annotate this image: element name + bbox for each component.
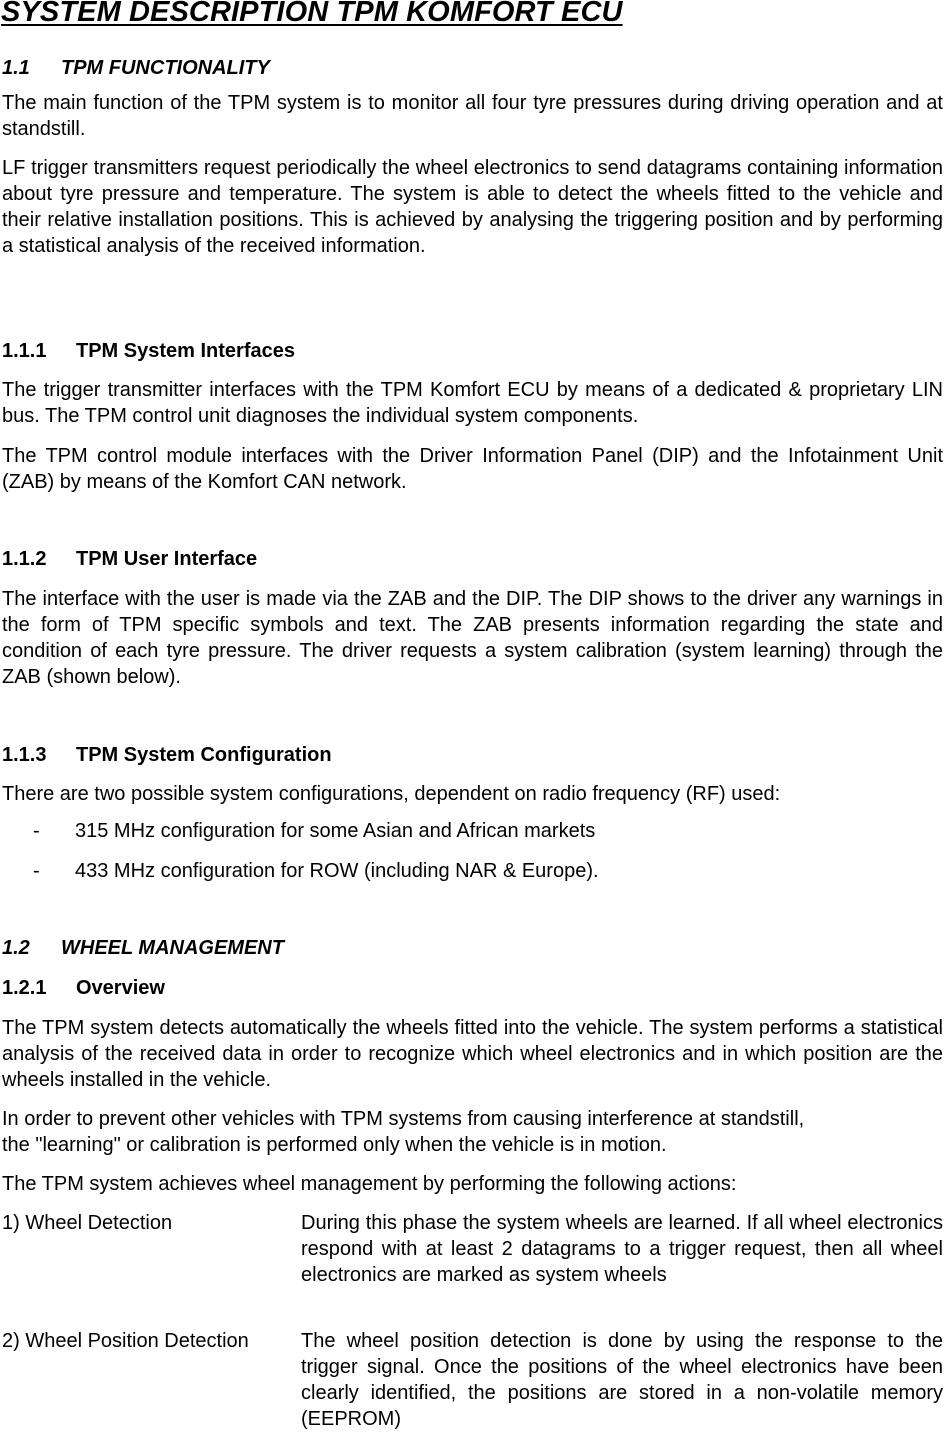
section-heading-1-1-2 <box>2 548 602 574</box>
section-title: TPM FUNCTIONALITY <box>61 57 270 79</box>
section-heading-1-1-1 <box>2 340 602 366</box>
paragraph-lf-trigger: LF trigger transmitters request periodically the wheel electronics to send datagrams containing information about tyre pressure and temperature. The system is able to detect the wheels fitted to the vehicle and their relative installation positions. This is achieved by analysing the triggering position and by performing a statistical analysis of the received information. <box>2 157 943 257</box>
paragraph-overview: The TPM system detects automatically the wheels fitted into the vehicle. The system performs a statistical analysis of the received data in order to recognize which wheel electronics and in which position are the wheels installed in the vehicle. <box>2 1017 943 1091</box>
section-heading-1-1 <box>2 57 602 83</box>
paragraph-interference <box>2 1106 943 1158</box>
paragraph-configurations-intro: There are two possible system configurations, dependent on radio frequency (RF) used: <box>2 783 781 805</box>
section-heading-1-1-3 <box>2 744 602 770</box>
section-heading-1-2-1 <box>2 977 602 1003</box>
section-title: TPM User Interface <box>76 548 258 570</box>
paragraph-actions-intro: The TPM system achieves wheel management by performing the following actions: <box>2 1173 737 1195</box>
paragraph-trigger-interface: The trigger transmitter interfaces with the TPM Komfort ECU by means of a dedicated & proprietary LIN bus. The TPM control unit diagnoses the individual system components. <box>2 379 943 427</box>
section-number: 1.1.2 <box>2 548 47 570</box>
section-number: 1.2 <box>2 937 30 959</box>
paragraph-main-function: The main function of the TPM system is to monitor all four tyre pressures during driving operation and at standstill. <box>2 92 943 140</box>
paragraph-line: In order to prevent other vehicles with TPM systems from causing interference at standstill, <box>2 1108 805 1130</box>
section-number: 1.2.1 <box>2 977 47 999</box>
section-title: TPM System Interfaces <box>76 340 295 362</box>
paragraph-control-module-interface: The TPM control module interfaces with the Driver Information Panel (DIP) and the Infotainment Unit (ZAB) by means of the Komfort CAN network. <box>2 445 943 493</box>
paragraph-line: the "learning" or calibration is performed only when the vehicle is in motion. <box>2 1134 667 1156</box>
bullet-dash: - <box>33 820 40 842</box>
action-description: During this phase the system wheels are learned. If all wheel electronics respond with at least 2 datagrams to a trigger request, then all wheel electronics are marked as system wheels <box>301 1212 943 1286</box>
bullet-text: 433 MHz configuration for ROW (including NAR & Europe). <box>75 860 599 882</box>
list-item <box>0 860 945 886</box>
list-item <box>0 820 945 846</box>
section-title: WHEEL MANAGEMENT <box>61 937 284 959</box>
action-label: 2) Wheel Position Detection <box>2 1330 249 1352</box>
section-heading-1-2 <box>2 937 602 963</box>
action-description: The wheel position detection is done by using the response to the trigger signal. Once the positions of the wheel electronics have been clearly identified, the positions are stored in a non-volatile memory (EEPROM) <box>301 1330 943 1430</box>
section-title: TPM System Configuration <box>76 744 332 766</box>
bullet-text: 315 MHz configuration for some Asian and African markets <box>75 820 596 842</box>
action-label: 1) Wheel Detection <box>2 1212 173 1234</box>
bullet-dash: - <box>33 860 40 882</box>
paragraph-user-interface: The interface with the user is made via the ZAB and the DIP. The DIP shows to the driver any warnings in the form of TPM specific symbols and text. The ZAB presents information regarding the state and condition of each tyre pressure. The driver requests a system calibration (system learning) through the ZAB (shown below). <box>2 588 943 688</box>
section-number: 1.1.3 <box>2 744 47 766</box>
section-number: 1.1.1 <box>2 340 47 362</box>
section-title: Overview <box>76 977 165 999</box>
document-title: SYSTEM DESCRIPTION TPM KOMFORT ECU <box>1 0 623 28</box>
section-number: 1.1 <box>2 57 30 79</box>
